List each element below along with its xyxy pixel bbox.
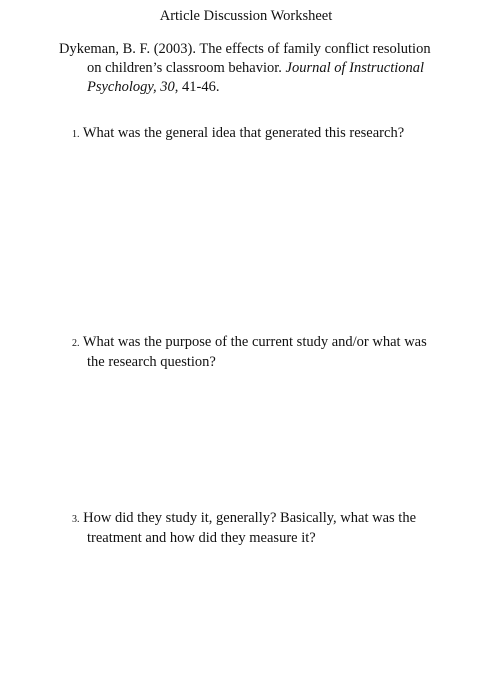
question-2-line-1 bbox=[72, 333, 452, 353]
article-citation bbox=[59, 40, 459, 97]
question-1-line-1 bbox=[72, 124, 452, 144]
question-3-number: 3. bbox=[72, 514, 80, 525]
question-2-number: 2. bbox=[72, 338, 80, 349]
citation-journal-volume: Psychology, 30 bbox=[87, 79, 175, 95]
citation-article-title-end: on children’s classroom behavior. bbox=[87, 60, 286, 76]
question-2-line-2: the research question? bbox=[87, 354, 216, 370]
question-3-text: How did they study it, generally? Basically, what was the bbox=[83, 510, 417, 526]
question-2 bbox=[72, 333, 452, 372]
citation-line-2 bbox=[59, 59, 459, 78]
question-1 bbox=[72, 124, 452, 144]
question-3 bbox=[72, 509, 452, 548]
citation-line-1: Dykeman, B. F. (2003). The effects of family conflict resolution bbox=[59, 41, 431, 57]
citation-journal-name: Journal of Instructional bbox=[285, 60, 425, 76]
citation-pages: , 41-46. bbox=[174, 79, 220, 95]
question-3-line-1 bbox=[72, 509, 452, 529]
question-1-text: What was the general idea that generated this research? bbox=[82, 125, 405, 141]
question-1-number: 1. bbox=[72, 129, 80, 140]
page-title: Article Discussion Worksheet bbox=[159, 8, 333, 24]
citation-line-3 bbox=[59, 78, 459, 97]
question-2-text: What was the purpose of the current study and/or what was bbox=[82, 334, 427, 350]
question-3-line-2: treatment and how did they measure it? bbox=[87, 530, 316, 546]
